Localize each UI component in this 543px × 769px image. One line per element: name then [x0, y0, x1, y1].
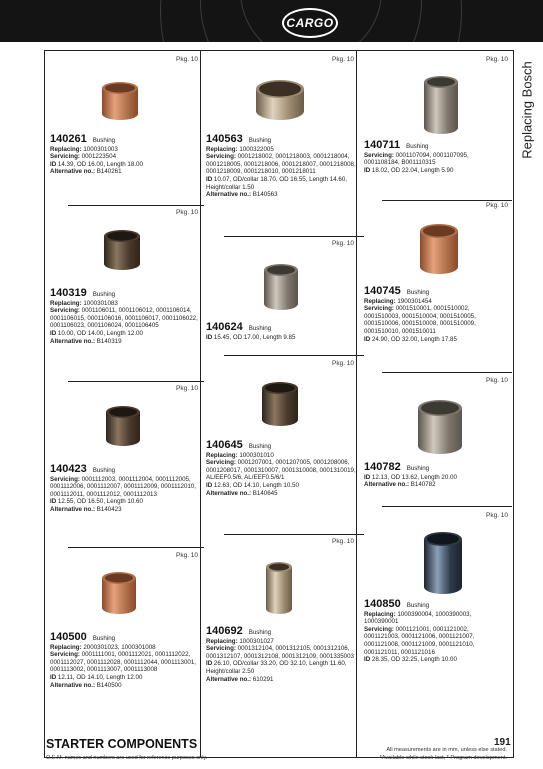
spec-label: Alternative no.: [364, 481, 410, 489]
spec-line [206, 146, 358, 154]
bushing-image [424, 532, 462, 599]
spec-label: Replacing: [50, 643, 82, 651]
spec-line [50, 506, 198, 514]
spec-value: 0001510001, 0001510002, 0001510003, 0001510004, 0001510005, 0001510006, 0001510008, 0001510009, 0001510010, 0001510011 [364, 305, 476, 335]
spec-label: ID [206, 660, 213, 668]
package-quantity: Pkg. 10 [332, 56, 355, 63]
spec-value: 15.45, OD 17.00, Length 9.85 [212, 333, 296, 341]
spec-label: Replacing: [206, 637, 238, 645]
spec-line [206, 676, 358, 684]
product-heading [206, 321, 358, 333]
spec-value: 18.02, OD 22.04, Length 5.90 [370, 166, 454, 174]
part-number: 140850 [364, 598, 401, 610]
spec-value: 1000301027 [237, 637, 274, 645]
spec-value: 610291 [251, 675, 274, 683]
spec-line [50, 153, 198, 161]
bushing-image [102, 572, 136, 619]
spec-value: 0001312104, 0001312105, 0001312106, 0001312107, 0001312108, 0001312109, 0001335003 [206, 645, 354, 660]
part-type: Bushing [406, 465, 430, 472]
spec-line [206, 176, 358, 191]
spec-value: B140645 [251, 489, 278, 497]
spec-label: Servicing: [206, 459, 236, 467]
product-entry [206, 625, 358, 683]
entry-separator [382, 372, 512, 373]
section-title: STARTER COMPONENTS [46, 737, 198, 751]
spec-label: ID [50, 498, 57, 506]
bushing-image [102, 82, 138, 125]
part-number: 140645 [206, 439, 243, 451]
bushing-image [420, 224, 458, 279]
product-heading [364, 139, 506, 151]
spec-line [364, 474, 506, 482]
bushing-image [104, 230, 140, 275]
part-number: 140261 [50, 133, 87, 145]
bushing-image [262, 382, 298, 431]
part-type: Bushing [92, 291, 116, 298]
spec-value: 0001106011, 0001106012, 0001106014, 0001106015, 0001106016, 0001106017, 0001106022, 0001106023, 0001106024, 0001106405 [50, 307, 198, 330]
spec-line [50, 330, 198, 338]
product-entry [206, 133, 358, 199]
part-number: 140692 [206, 625, 243, 637]
spec-value: 14.39, OD 16.00, Length 18.00 [56, 160, 143, 168]
spec-line [206, 191, 358, 199]
part-number: 140319 [50, 287, 87, 299]
spec-label: ID [364, 473, 371, 481]
product-entry [206, 321, 358, 341]
spec-value: 1900301454 [395, 297, 432, 305]
spec-line [206, 638, 358, 646]
spec-value: 0001107094, 0001107095, 0001108184, B001110315 [364, 151, 469, 167]
spec-value: 10.00, OD 14.00, Length 12.00 [56, 329, 143, 337]
package-quantity: Pkg. 10 [486, 56, 509, 63]
spec-label: ID [364, 656, 371, 664]
entry-separator [68, 547, 204, 548]
product-entry [364, 139, 506, 174]
spec-label: Alternative no.: [206, 191, 252, 199]
spec-line [206, 334, 358, 342]
part-type: Bushing [92, 137, 116, 144]
part-type: Bushing [248, 629, 272, 636]
spec-value: 0001218002, 0001218003, 0001218004, 0001218005, 0001218006, 0001218007, 0001218008, 0001218009, 0001218010, 0001218011 [206, 153, 356, 176]
spec-label: Replacing: [206, 451, 238, 459]
spec-label: Alternative no.: [50, 168, 96, 176]
spec-label: Servicing: [364, 305, 394, 313]
spec-value: B140261 [95, 168, 122, 176]
spec-label: Servicing: [364, 151, 394, 159]
part-number: 140500 [50, 631, 87, 643]
entry-separator [68, 205, 204, 206]
part-type: Bushing [406, 602, 430, 609]
bushing-image [424, 76, 458, 139]
spec-line [364, 336, 506, 344]
spec-label: ID [206, 175, 213, 183]
part-number: 140711 [364, 139, 401, 151]
spec-value: 12.11, OD 14.10, Length 12.00 [56, 673, 143, 681]
column-divider [200, 51, 201, 757]
spec-line [50, 168, 198, 176]
spec-label: Servicing: [50, 153, 80, 161]
package-quantity: Pkg. 10 [486, 202, 509, 209]
spec-label: ID [50, 329, 57, 337]
entry-separator [382, 506, 512, 507]
spec-line [364, 167, 506, 175]
spec-value: 12.55, OD 16.50, Length 10.60 [56, 498, 143, 506]
spec-value: 0001111001, 0001112021, 0001112022, 0001112027, 0001112028, 0001112044, 0001113001, 0001113002, 0001113007, 0001113008 [50, 651, 197, 674]
part-type: Bushing [406, 289, 430, 296]
spec-line [206, 452, 358, 460]
spec-value: 28.35, OD 32.25, Length 10.00 [370, 656, 457, 664]
product-entry [50, 631, 198, 689]
spec-value: 1000301083 [81, 299, 118, 307]
spec-line [50, 682, 198, 690]
part-type: Bushing [92, 467, 116, 474]
spec-line [364, 298, 506, 306]
product-heading [206, 133, 358, 145]
spec-value: B140423 [95, 505, 122, 513]
footer-note: O.E.M. names and numbers are used for reference purposes only. [46, 755, 208, 761]
part-type: Bushing [248, 443, 272, 450]
spec-line [206, 482, 358, 490]
spec-value: 2000301023, 1000301008 [81, 643, 156, 651]
spec-value: 12.63, OD 14.10, Length 10.50 [212, 481, 299, 489]
package-quantity: Pkg. 10 [176, 209, 199, 216]
side-title: Replacing Bosch [519, 61, 535, 159]
spec-label: ID [206, 481, 213, 489]
part-type: Bushing [92, 635, 116, 642]
stock-note: *Available while stock last, * Program development. [379, 755, 507, 761]
part-number: 140563 [206, 133, 243, 145]
product-heading [364, 285, 506, 297]
entry-separator [68, 381, 204, 382]
spec-label: Alternative no.: [50, 681, 96, 689]
spec-value: 26.10, OD/collar 33.20, OD 32.10, Length 11.60, Height/collar 2.50 [206, 660, 347, 675]
spec-label: Servicing: [206, 645, 236, 653]
spec-label: Alternative no.: [206, 675, 252, 683]
product-heading [50, 631, 198, 643]
package-quantity: Pkg. 10 [176, 385, 199, 392]
spec-label: Servicing: [364, 625, 394, 633]
package-quantity: Pkg. 10 [332, 538, 355, 545]
spec-value: B140782 [409, 481, 436, 489]
package-quantity: Pkg. 10 [176, 56, 199, 63]
spec-label: ID [364, 166, 371, 174]
spec-line [364, 626, 506, 656]
part-number: 140745 [364, 285, 401, 297]
spec-value: B140500 [95, 681, 122, 689]
spec-line [50, 338, 198, 346]
spec-line [364, 611, 506, 626]
package-quantity: Pkg. 10 [332, 240, 355, 247]
spec-line [50, 651, 198, 674]
part-type: Bushing [248, 325, 272, 332]
spec-value: 0001112003, 0001112004, 0001112005, 0001112006, 0001112007, 0001112009, 0001112010, 0001112011, 0001112012, 0001112013 [50, 475, 197, 498]
spec-label: Servicing: [50, 651, 80, 659]
spec-label: Replacing: [50, 299, 82, 307]
product-heading [206, 625, 358, 637]
package-quantity: Pkg. 10 [486, 377, 509, 384]
package-quantity: Pkg. 10 [486, 512, 509, 519]
product-entry [50, 463, 198, 514]
bushing-image [266, 562, 292, 619]
spec-label: Servicing: [206, 153, 236, 161]
spec-line [50, 674, 198, 682]
spec-line [206, 660, 358, 675]
spec-label: ID [206, 333, 213, 341]
spec-line [364, 305, 506, 335]
product-heading [50, 463, 198, 475]
part-type: Bushing [248, 137, 272, 144]
package-quantity: Pkg. 10 [176, 552, 199, 559]
spec-label: ID [50, 160, 57, 168]
spec-label: Servicing: [50, 307, 80, 315]
spec-line [206, 645, 358, 660]
spec-line [364, 656, 506, 664]
spec-label: Alternative no.: [50, 337, 96, 345]
spec-value: 0001207001, 0001207005, 0001208006, 0001208017, 0001310007, 0001310008, 0001310019, AL/EEF0.5/6, AL/EEF0.5/6/1 [206, 459, 356, 482]
spec-value: 1000390004, 1000390003, 1000390001 [364, 610, 472, 626]
product-entry [206, 439, 358, 497]
spec-label: ID [364, 335, 371, 343]
spec-label: ID [50, 673, 57, 681]
product-entry [364, 285, 506, 343]
spec-label: Replacing: [206, 145, 238, 153]
spec-line [50, 644, 198, 652]
part-type: Bushing [406, 143, 429, 150]
top-banner [0, 0, 543, 42]
spec-line [50, 300, 198, 308]
spec-label: Alternative no.: [50, 505, 96, 513]
spec-label: Servicing: [50, 475, 80, 483]
spec-line [50, 498, 198, 506]
spec-line [364, 481, 506, 489]
spec-line [206, 153, 358, 176]
spec-label: Replacing: [50, 145, 82, 153]
entry-separator [224, 534, 364, 535]
spec-value: 24.90, OD 32.00, Length 17.85 [370, 335, 457, 343]
measurement-note: All measurements are in mm, unless else stated. [386, 747, 507, 753]
spec-value: 0001223504 [79, 153, 117, 161]
part-number: 140624 [206, 321, 243, 333]
spec-line [206, 459, 358, 482]
product-heading [206, 439, 358, 451]
spec-value: 1000301010 [237, 451, 274, 459]
spec-line [206, 490, 358, 498]
spec-value: 1000301003 [81, 145, 118, 153]
package-quantity: Pkg. 10 [332, 360, 355, 367]
entry-separator [224, 355, 364, 356]
part-number: 140423 [50, 463, 87, 475]
spec-value: B140563 [251, 191, 278, 199]
spec-value: 1000322005 [237, 145, 274, 153]
bushing-image [106, 406, 140, 451]
product-entry [50, 133, 198, 176]
product-heading [50, 287, 198, 299]
spec-line [50, 476, 198, 499]
product-heading [364, 461, 506, 473]
bushing-image [256, 80, 304, 125]
spec-value: 0001121001, 0001121002, 0001121003, 0001121006, 0001121007, 0001121008, 0001121009, 0001121010, 0001121011, 0001121016 [364, 625, 475, 656]
product-heading [364, 598, 506, 610]
part-number: 140782 [364, 461, 401, 473]
entry-separator [382, 200, 512, 201]
spec-label: Replacing: [364, 297, 396, 305]
product-entry [364, 461, 506, 489]
spec-line [364, 152, 506, 167]
spec-value: B140319 [95, 337, 122, 345]
product-entry [50, 287, 198, 345]
spec-value: 12.13, OD 13.62, Length 20.00 [370, 473, 457, 481]
bushing-image [418, 400, 462, 459]
entry-separator [224, 236, 364, 237]
product-heading [50, 133, 198, 145]
page-number: 191 [494, 737, 511, 748]
cargo-logo: CARGO [282, 8, 338, 38]
bushing-image [264, 264, 298, 315]
spec-label: Alternative no.: [206, 489, 252, 497]
spec-line [50, 146, 198, 154]
spec-label: Replacing: [364, 610, 396, 618]
spec-value: 10.07, OD/collar 18.70, OD 16.55, Length 14.60, Height/collar 1.50 [206, 175, 348, 191]
spec-line [50, 307, 198, 330]
spec-line [50, 161, 198, 169]
product-entry [364, 598, 506, 664]
